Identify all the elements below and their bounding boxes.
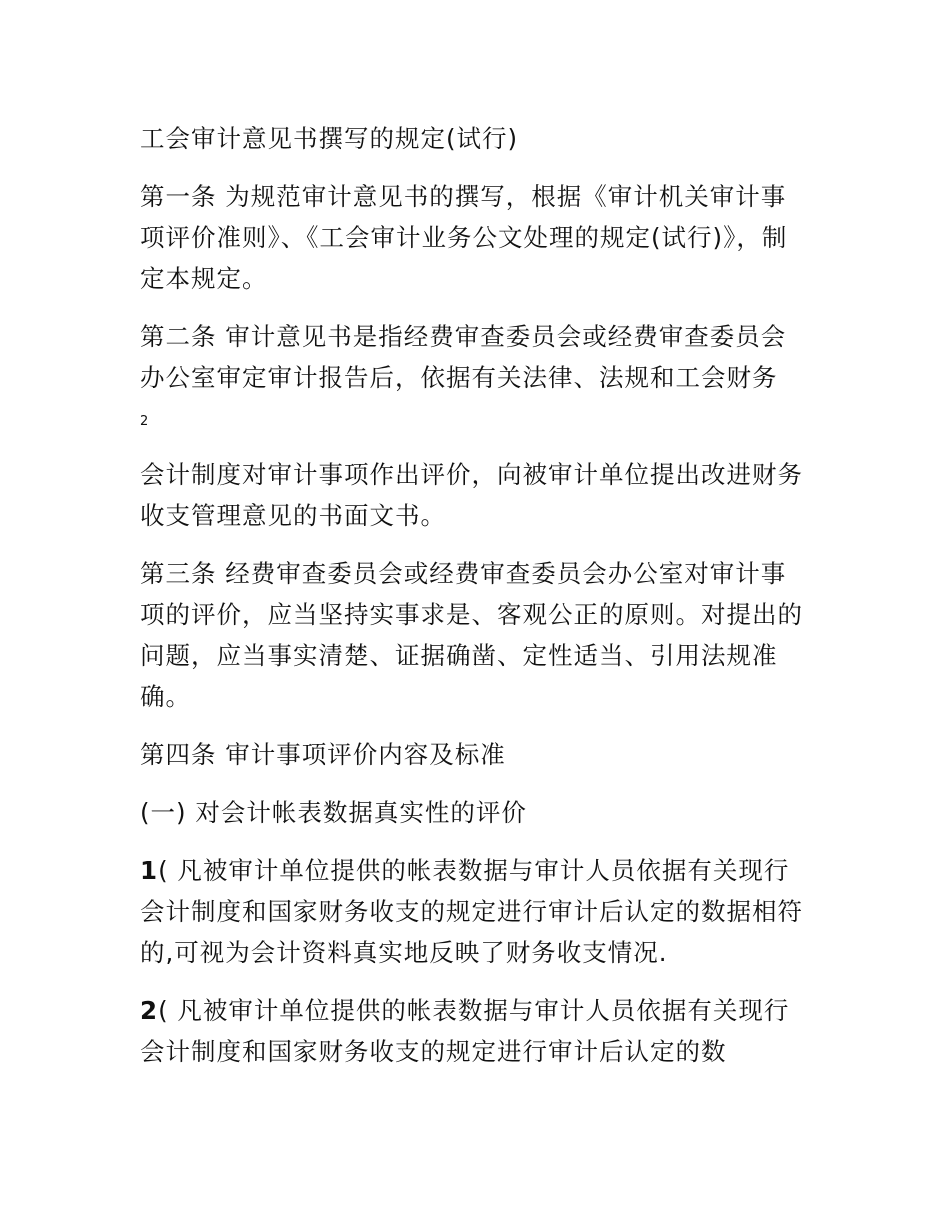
article-4-heading: 第四条 审计事项评价内容及标准 [140, 740, 506, 769]
numbered-item [140, 990, 810, 1072]
item-text: ( 凡被审计单位提供的帐表数据与审计人员依据有关现行会计制度和国家财务收支的规定进行审计后认定的数据相符的,可视为会计资料真实地反映了财务收支情况. [140, 856, 803, 967]
item-text: ( 凡被审计单位提供的帐表数据与审计人员依据有关现行会计制度和国家财务收支的规定进行审计后认定的数 [140, 996, 790, 1066]
document-page [140, 118, 810, 1072]
numbered-item [140, 850, 810, 973]
section-1-heading: (一) 对会计帐表数据真实性的评价 [140, 798, 527, 827]
document-title: 工会审计意见书撰写的规定(试行) [140, 124, 519, 153]
article-2-part-2: 会计制度对审计事项作出评价，向被审计单位提出改进财务收支管理意见的书面文书。 [140, 460, 803, 530]
article-3: 第三条 经费审查委员会或经费审查委员会办公室对审计事项的评价，应当坚持实事求是、客观公正的原则。对提出的问题，应当事实清楚、证据确凿、定性适当、引用法规准确。 [140, 559, 803, 711]
article-1: 第一条 为规范审计意见书的撰写，根据《审计机关审计事项评价准则》、《工会审计业务公文处理的规定(试行)》，制定本规定。 [140, 182, 788, 293]
item-number: 1 [140, 856, 159, 885]
article-2-part-1: 第二条 审计意见书是指经费审查委员会或经费审查委员会办公室审定审计报告后，依据有关法律、法规和工会财务 [140, 322, 787, 392]
item-number: 2 [140, 996, 159, 1025]
page-number: 2 [140, 414, 149, 429]
